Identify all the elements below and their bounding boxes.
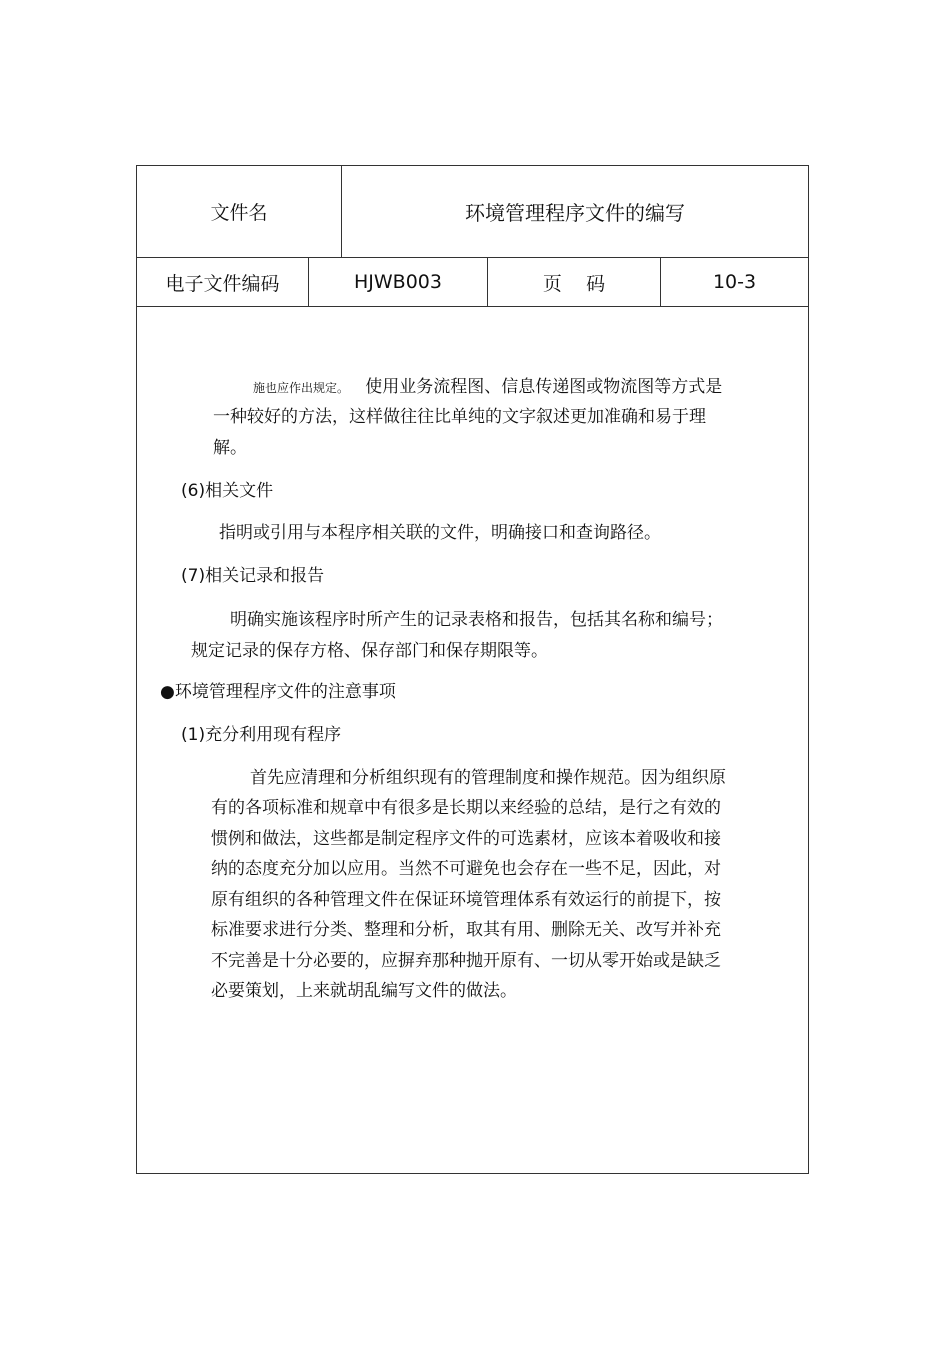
paragraph-1-small-text: 施也应作出规定。 <box>253 381 350 395</box>
paragraph-1-line-1 <box>253 372 722 403</box>
section-7-text-line-1: 明确实施该程序时所产生的记录表格和报告，包括其名称和编号； <box>230 610 723 630</box>
paragraph-1-line-3: 解。 <box>213 438 247 458</box>
note-1-line-7: 不完善是十分必要的，应摒弃那种抛开原有、一切从零开始或是缺乏 <box>211 951 721 971</box>
paragraph-1-text: 使用业务流程图、信息传递图或物流图等方式是 <box>349 377 723 397</box>
code-label: 电子文件编码 <box>165 272 280 295</box>
document-title: 环境管理程序文件的编写 <box>465 201 685 225</box>
note-1-heading: (1)充分利用现有程序 <box>181 725 342 745</box>
section-7-heading: (7)相关记录和报告 <box>181 566 325 586</box>
paragraph-1-line-2: 一种较好的方法，这样做往往比单纯的文字叙述更加准确和易于理 <box>213 407 706 427</box>
section-6-heading: (6)相关文件 <box>181 481 274 501</box>
note-1-line-3: 惯例和做法，这些都是制定程序文件的可选素材，应该本着吸收和接 <box>211 829 721 849</box>
code-value: HJWB003 <box>354 271 442 293</box>
section-6-text: 指明或引用与本程序相关联的文件，明确接口和查询路径。 <box>219 523 661 543</box>
note-1-line-4: 纳的态度充分加以应用。当然不可避免也会存在一些不足，因此，对 <box>211 859 721 879</box>
notes-bullet-heading: ●环境管理程序文件的注意事项 <box>160 682 396 702</box>
document-frame <box>136 165 809 1174</box>
note-1-line-1: 首先应清理和分析组织现有的管理制度和操作规范。因为组织原 <box>250 768 726 788</box>
note-1-line-5: 原有组织的各种管理文件在保证环境管理体系有效运行的前提下，按 <box>211 890 721 910</box>
note-1-line-6: 标准要求进行分类、整理和分析，取其有用、删除无关、改写并补充 <box>211 920 721 940</box>
file-name-label: 文件名 <box>210 202 268 224</box>
row-divider-2 <box>137 306 808 307</box>
note-1-line-8: 必要策划，上来就胡乱编写文件的做法。 <box>211 981 517 1001</box>
section-7-text-line-2: 规定记录的保存方格、保存部门和保存期限等。 <box>191 641 548 661</box>
page-label: 页 码 <box>542 272 606 295</box>
note-1-line-2: 有的各项标准和规章中有很多是长期以来经验的总结，是行之有效的 <box>211 798 721 818</box>
page-value: 10-3 <box>712 271 757 293</box>
